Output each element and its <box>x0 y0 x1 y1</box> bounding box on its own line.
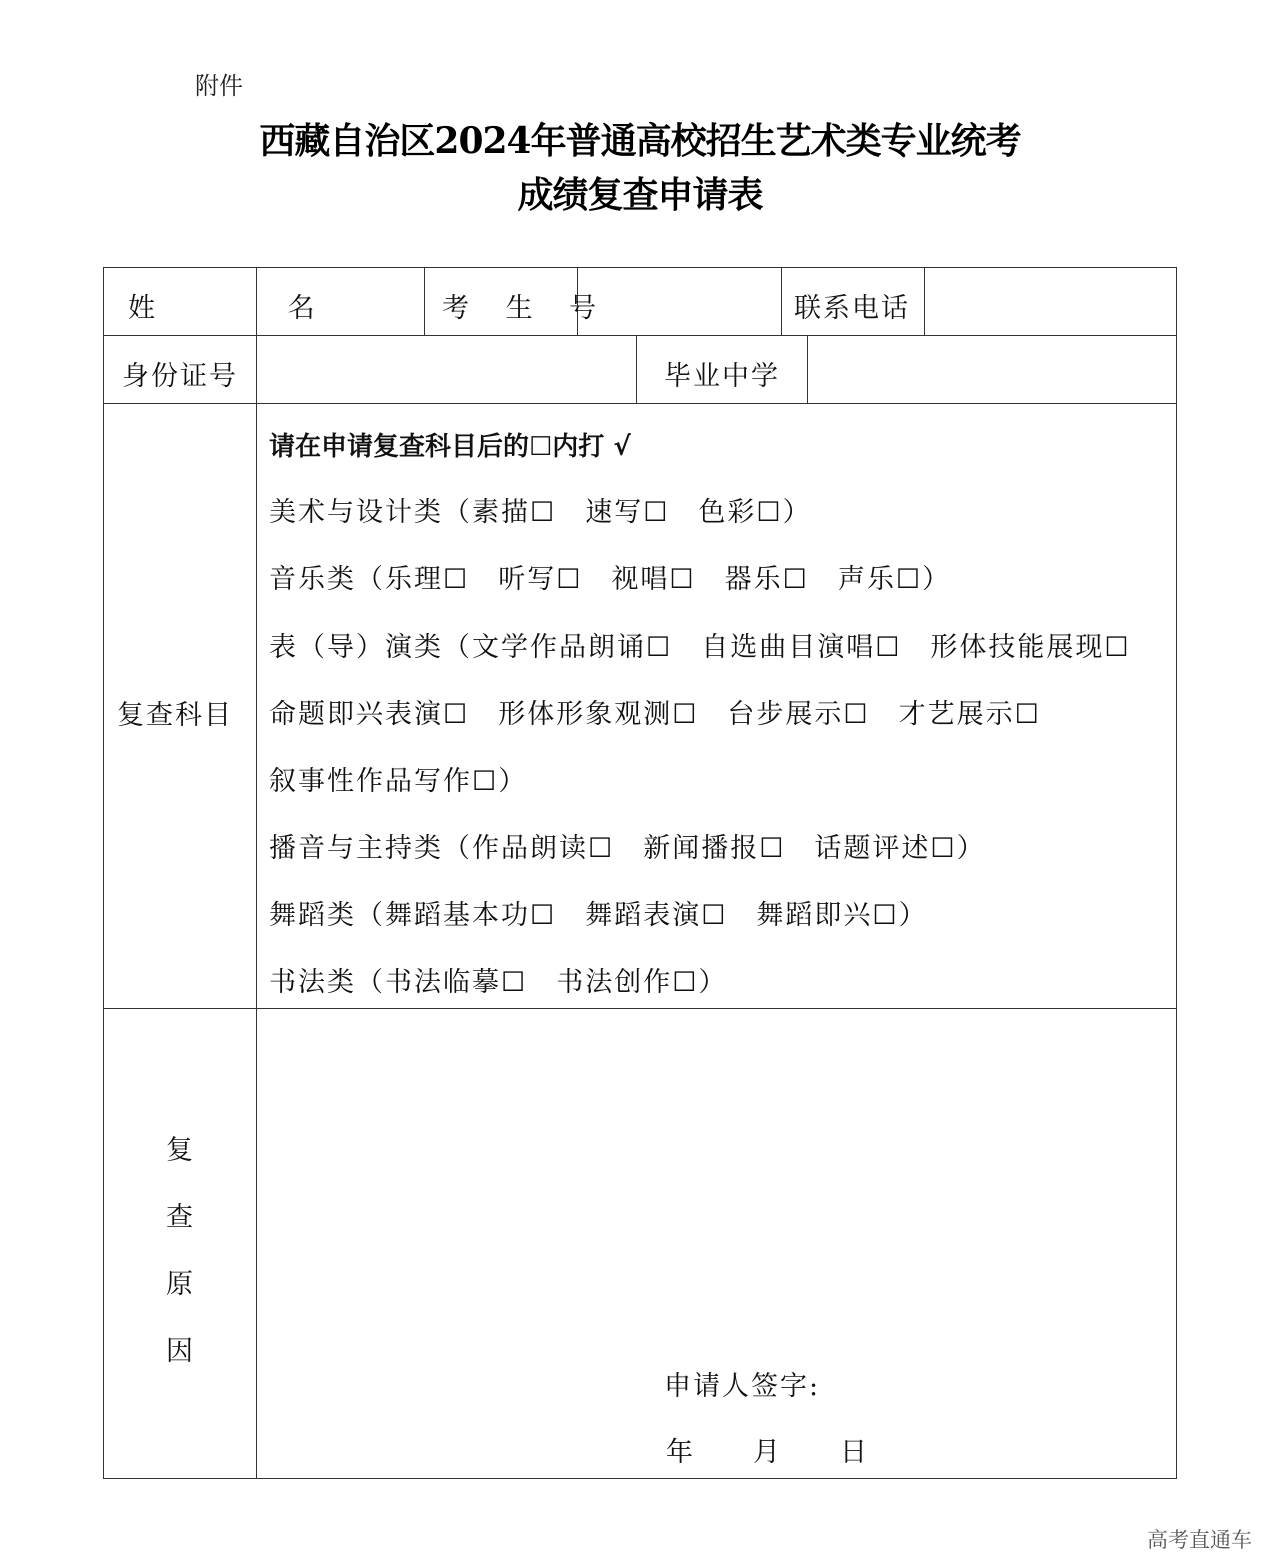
application-form <box>103 267 1177 1479</box>
row-divider <box>104 335 1176 336</box>
subject-line-narrative-writing[interactable]: 叙事性作品写作☐） <box>269 766 528 797</box>
subject-line-art-design[interactable]: 美术与设计类（素描☐ 速写☐ 色彩☐） <box>269 497 812 528</box>
reason-text-area[interactable] <box>258 1010 1174 1350</box>
phone-field[interactable] <box>926 270 1174 334</box>
exam-number-label: 考 生 号 <box>442 293 611 324</box>
signature-label: 申请人签字: <box>664 1371 821 1402</box>
column-divider <box>924 268 925 335</box>
subject-line-music[interactable]: 音乐类（乐理☐ 听写☐ 视唱☐ 器乐☐ 声乐☐） <box>269 564 952 595</box>
reason-label-char: 因 <box>166 1336 193 1367</box>
subject-line-broadcasting[interactable]: 播音与主持类（作品朗读☐ 新闻播报☐ 话题评述☐） <box>269 833 986 864</box>
school-label: 毕业中学 <box>664 361 780 392</box>
subjects-instruction: 请在申请复查科目后的☐内打 √ <box>269 432 631 462</box>
page-title: 西藏自治区2024年普通高校招生艺术类专业统考 <box>259 120 1021 162</box>
phone-label: 联系电话 <box>794 293 910 324</box>
subject-line-performance[interactable]: 表（导）演类（文学作品朗诵☐ 自选曲目演唱☐ 形体技能展现☐ <box>269 632 1131 663</box>
subjects-label: 复查科目 <box>117 700 233 731</box>
attachment-label: 附件 <box>195 72 243 100</box>
name-field[interactable] <box>258 270 422 334</box>
watermark: 高考直通车 <box>1147 1528 1252 1552</box>
name-label: 姓 名 <box>128 293 377 324</box>
subject-line-calligraphy[interactable]: 书法类（书法临摹☐ 书法创作☐） <box>269 967 728 998</box>
reason-label-char: 原 <box>166 1269 193 1300</box>
page-subtitle: 成绩复查申请表 <box>517 174 763 216</box>
column-divider <box>807 335 808 403</box>
date-label: 年 月 日 <box>666 1437 869 1468</box>
subject-line-performance-cont[interactable]: 命题即兴表演☐ 形体形象观测☐ 台步展示☐ 才艺展示☐ <box>269 699 1041 730</box>
column-divider <box>781 268 782 335</box>
reason-label-char: 复 <box>166 1135 193 1166</box>
exam-number-field[interactable] <box>579 270 779 334</box>
reason-label-char: 查 <box>166 1202 193 1233</box>
column-divider <box>424 268 425 335</box>
column-divider <box>256 268 257 1478</box>
row-divider <box>104 1008 1176 1009</box>
column-divider <box>636 335 637 403</box>
row-divider <box>104 403 1176 404</box>
id-number-label: 身份证号 <box>122 361 238 392</box>
id-number-field[interactable] <box>258 337 634 401</box>
school-field[interactable] <box>809 337 1174 401</box>
subject-line-dance[interactable]: 舞蹈类（舞蹈基本功☐ 舞蹈表演☐ 舞蹈即兴☐） <box>269 900 928 931</box>
